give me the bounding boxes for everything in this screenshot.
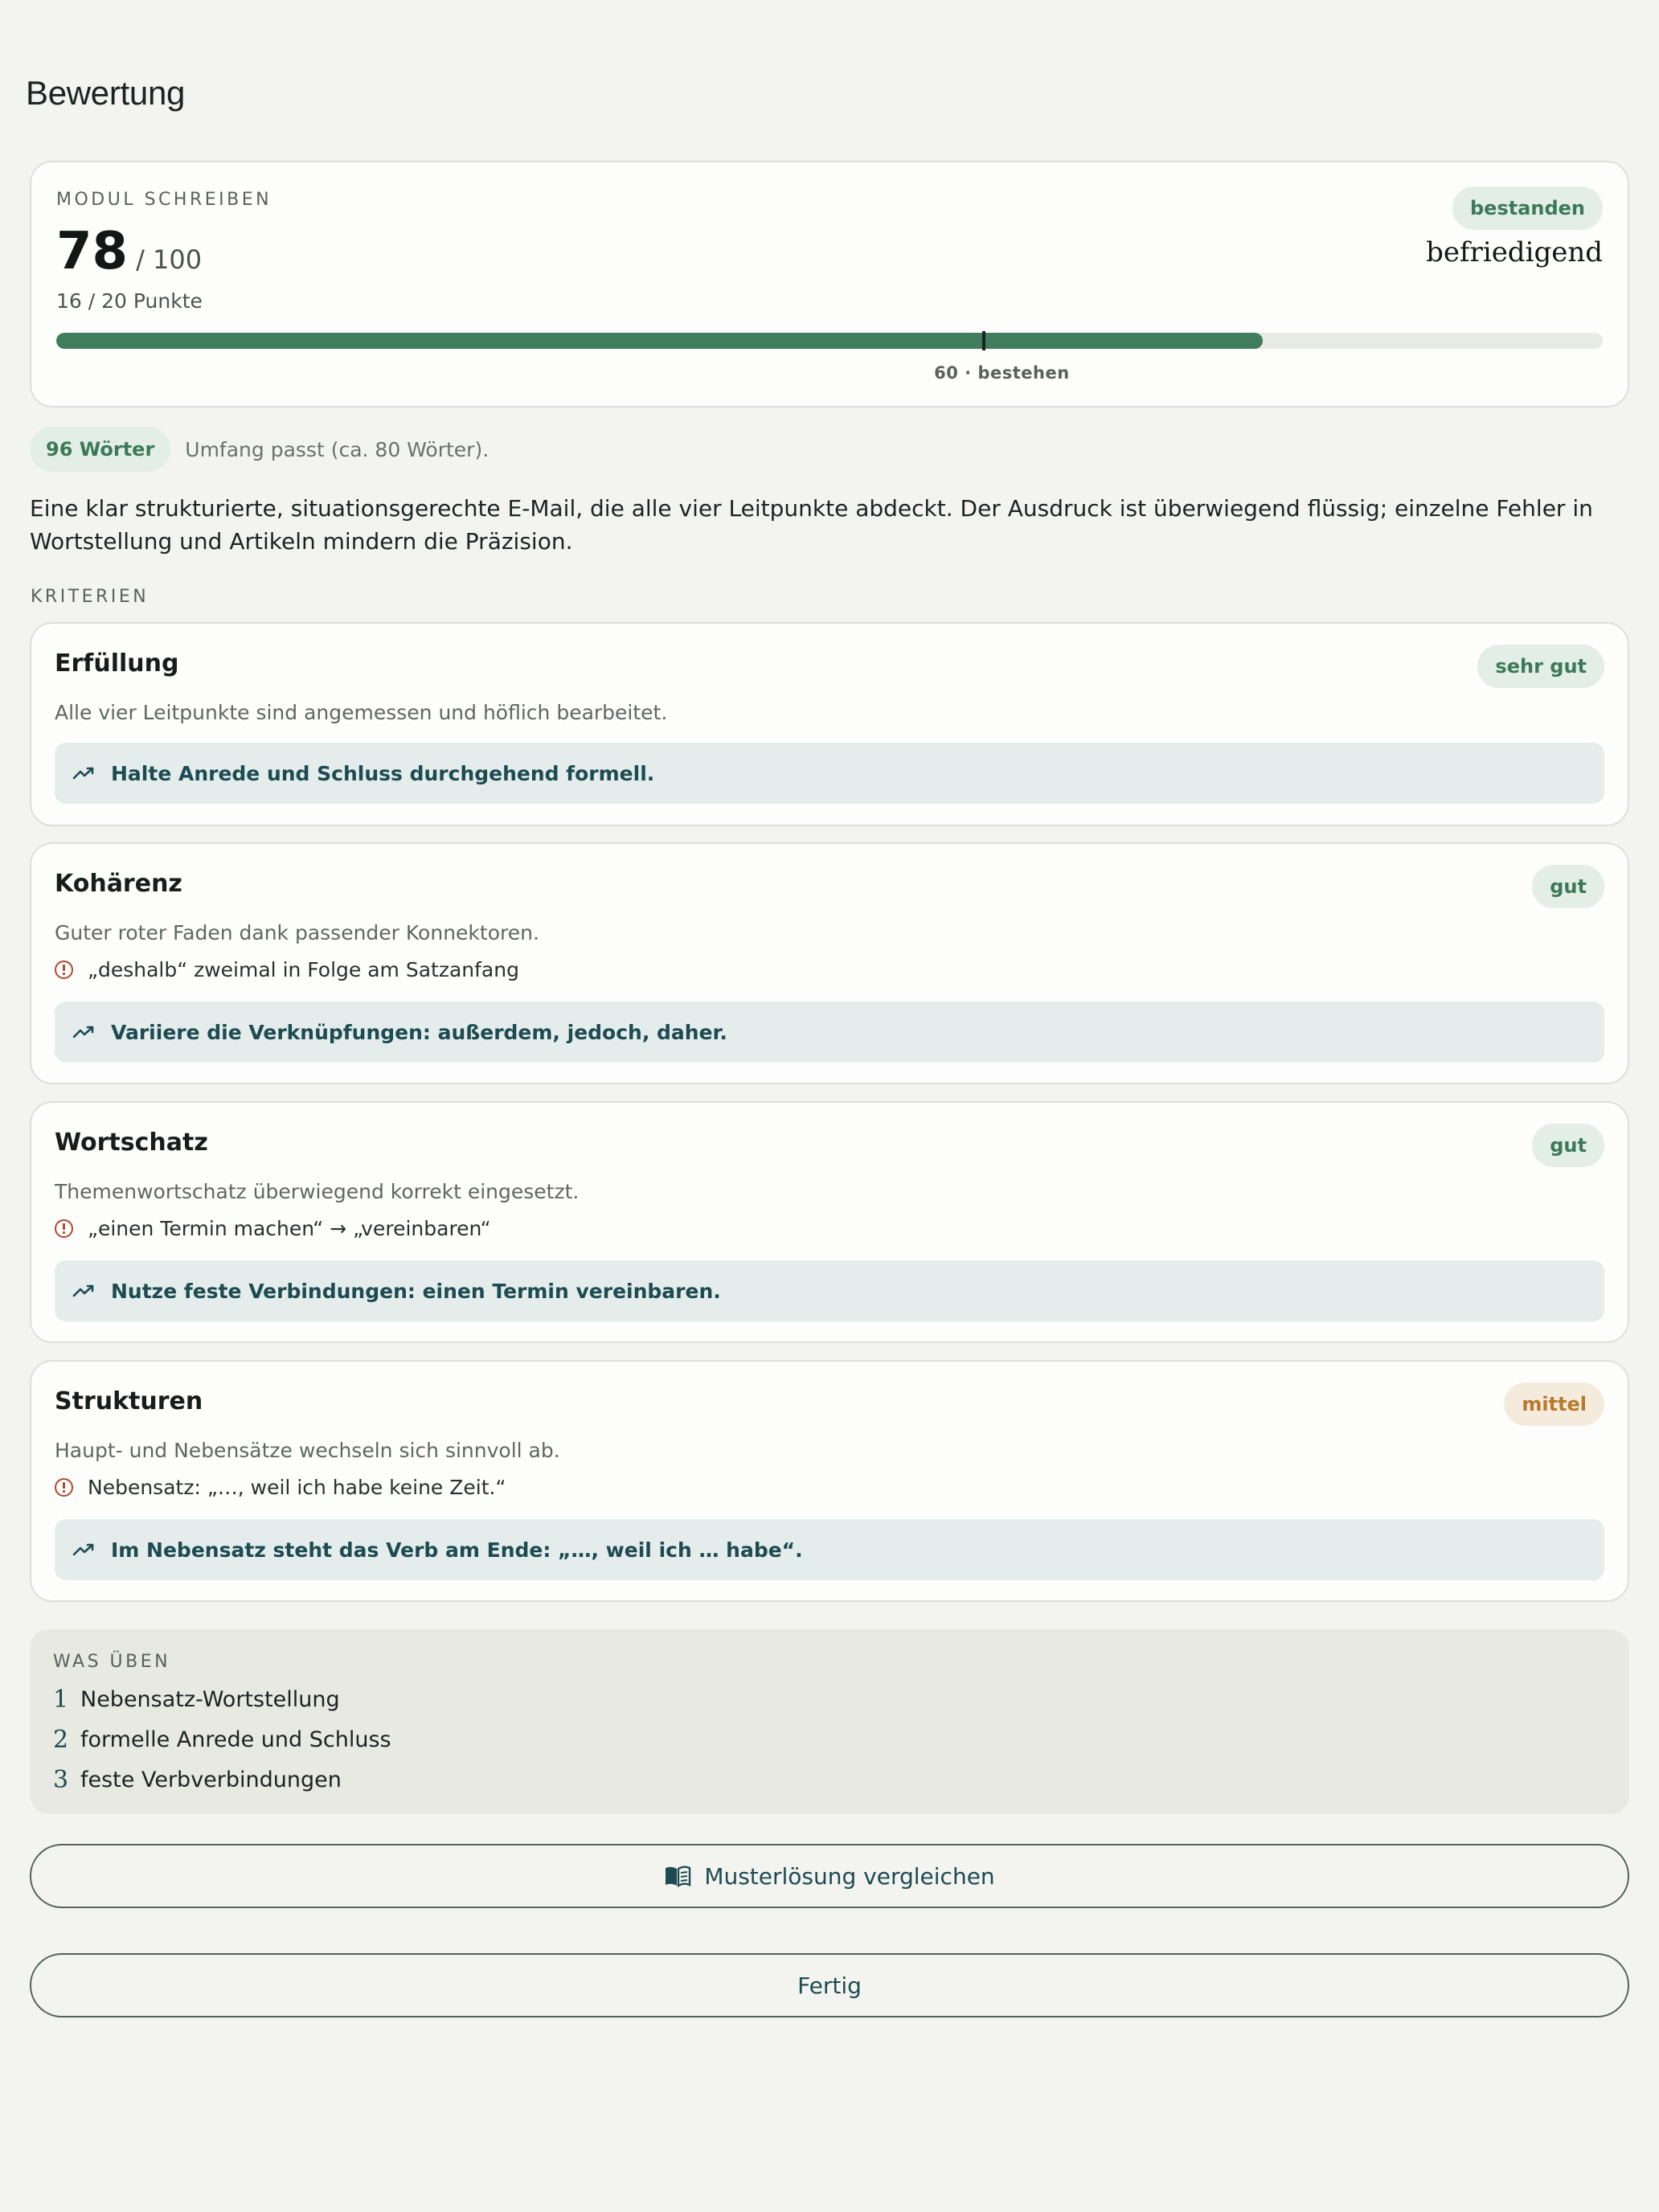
score-max: / 100 (136, 244, 203, 275)
practice-item (53, 1686, 340, 1714)
alert-circle-icon (55, 961, 73, 979)
criterion-description: Haupt- und Nebensätze wechseln sich sinnvoll ab. (55, 1439, 560, 1462)
practice-number: 1 (53, 1686, 69, 1714)
rating-badge: mittel (1504, 1382, 1604, 1426)
score-card (30, 161, 1629, 408)
word-count-note: Umfang passt (ca. 80 Wörter). (185, 437, 490, 461)
practice-item (53, 1766, 342, 1794)
issue-text: Nebensatz: „…, weil ich habe keine Zeit.“ (88, 1476, 506, 1499)
trending-up-icon (72, 1542, 95, 1557)
practice-box (30, 1629, 1629, 1814)
score-display (56, 222, 202, 281)
tip-box (55, 1519, 1604, 1580)
tip-text: Halte Anrede und Schluss durchgehend formell. (111, 761, 655, 785)
word-count-row (30, 427, 489, 472)
grade-label: befriedigend (1426, 236, 1603, 268)
practice-number: 3 (53, 1766, 69, 1794)
practice-item (53, 1726, 391, 1754)
criterion-card-erfuellung (30, 622, 1629, 826)
pass-mark-marker (982, 331, 985, 350)
status-badge: bestanden (1452, 186, 1603, 230)
practice-text: Nebensatz-Wortstellung (80, 1687, 340, 1712)
tip-box (55, 1002, 1604, 1063)
issue-item (55, 1217, 491, 1240)
trending-up-icon (72, 1284, 95, 1298)
rating-badge: sehr gut (1477, 645, 1604, 688)
done-button[interactable] (30, 1953, 1629, 2017)
score-value: 78 (56, 222, 129, 281)
rating-badge: gut (1532, 865, 1604, 908)
done-label: Fertig (797, 1972, 862, 1999)
criterion-description: Alle vier Leitpunkte sind angemessen und höflich bearbeitet. (55, 701, 668, 724)
criterion-description: Guter roter Faden dank passender Konnektoren. (55, 921, 539, 944)
open-book-icon (664, 1865, 691, 1887)
criterion-title: Strukturen (55, 1387, 203, 1415)
criterion-card-kohaerenz (30, 842, 1629, 1084)
score-progress-fill (56, 333, 1263, 349)
summary-text: Eine klar strukturierte, situationsgerechte E-Mail, die alle vier Leitpunkte abdeckt. Der Ausdruck ist überwiegend flüssig; einzelne Fehler in Wortstellung und Artikeln mindern die Präzision. (30, 495, 1593, 555)
criterion-title: Erfüllung (55, 649, 179, 678)
word-count-badge: 96 Wörter (30, 427, 170, 472)
practice-text: feste Verbverbindungen (80, 1768, 342, 1792)
tip-box (55, 743, 1604, 804)
trending-up-icon (72, 1025, 95, 1039)
tip-text: Variiere die Verknüpfungen: außerdem, jedoch, daher. (111, 1020, 727, 1044)
issue-text: „deshalb“ zweimal in Folge am Satzanfang (88, 958, 519, 981)
compare-solution-button[interactable] (30, 1844, 1629, 1908)
criterion-card-wortschatz (30, 1101, 1629, 1343)
issue-text: „einen Termin machen“ → „vereinbaren“ (88, 1217, 491, 1240)
page-title: Bewertung (26, 74, 186, 112)
criterion-description: Themenwortschatz überwiegend korrekt eingesetzt. (55, 1180, 580, 1203)
tip-text: Nutze feste Verbindungen: einen Termin vereinbaren. (111, 1279, 721, 1303)
trending-up-icon (72, 766, 95, 780)
tip-box (55, 1260, 1604, 1321)
pass-mark-caption: 60 · bestehen (934, 363, 1070, 383)
practice-number: 2 (53, 1726, 69, 1754)
points-text: 16 / 20 Punkte (56, 289, 203, 313)
issue-item (55, 1476, 506, 1499)
criterion-card-strukturen (30, 1360, 1629, 1602)
alert-circle-icon (55, 1478, 73, 1497)
criteria-label: KRITERIEN (31, 587, 150, 607)
score-progress-bar (56, 333, 1603, 349)
criterion-title: Kohärenz (55, 870, 182, 898)
criterion-title: Wortschatz (55, 1129, 208, 1157)
module-label: MODUL SCHREIBEN (56, 190, 272, 210)
compare-solution-label: Musterlösung vergleichen (704, 1862, 995, 1890)
tip-text: Im Nebensatz steht das Verb am Ende: „…, weil ich … habe“. (111, 1538, 803, 1562)
practice-text: formelle Anrede und Schluss (80, 1727, 391, 1752)
rating-badge: gut (1532, 1124, 1604, 1167)
issue-item (55, 958, 519, 981)
practice-label: WAS ÜBEN (53, 1652, 171, 1672)
alert-circle-icon (55, 1219, 73, 1238)
